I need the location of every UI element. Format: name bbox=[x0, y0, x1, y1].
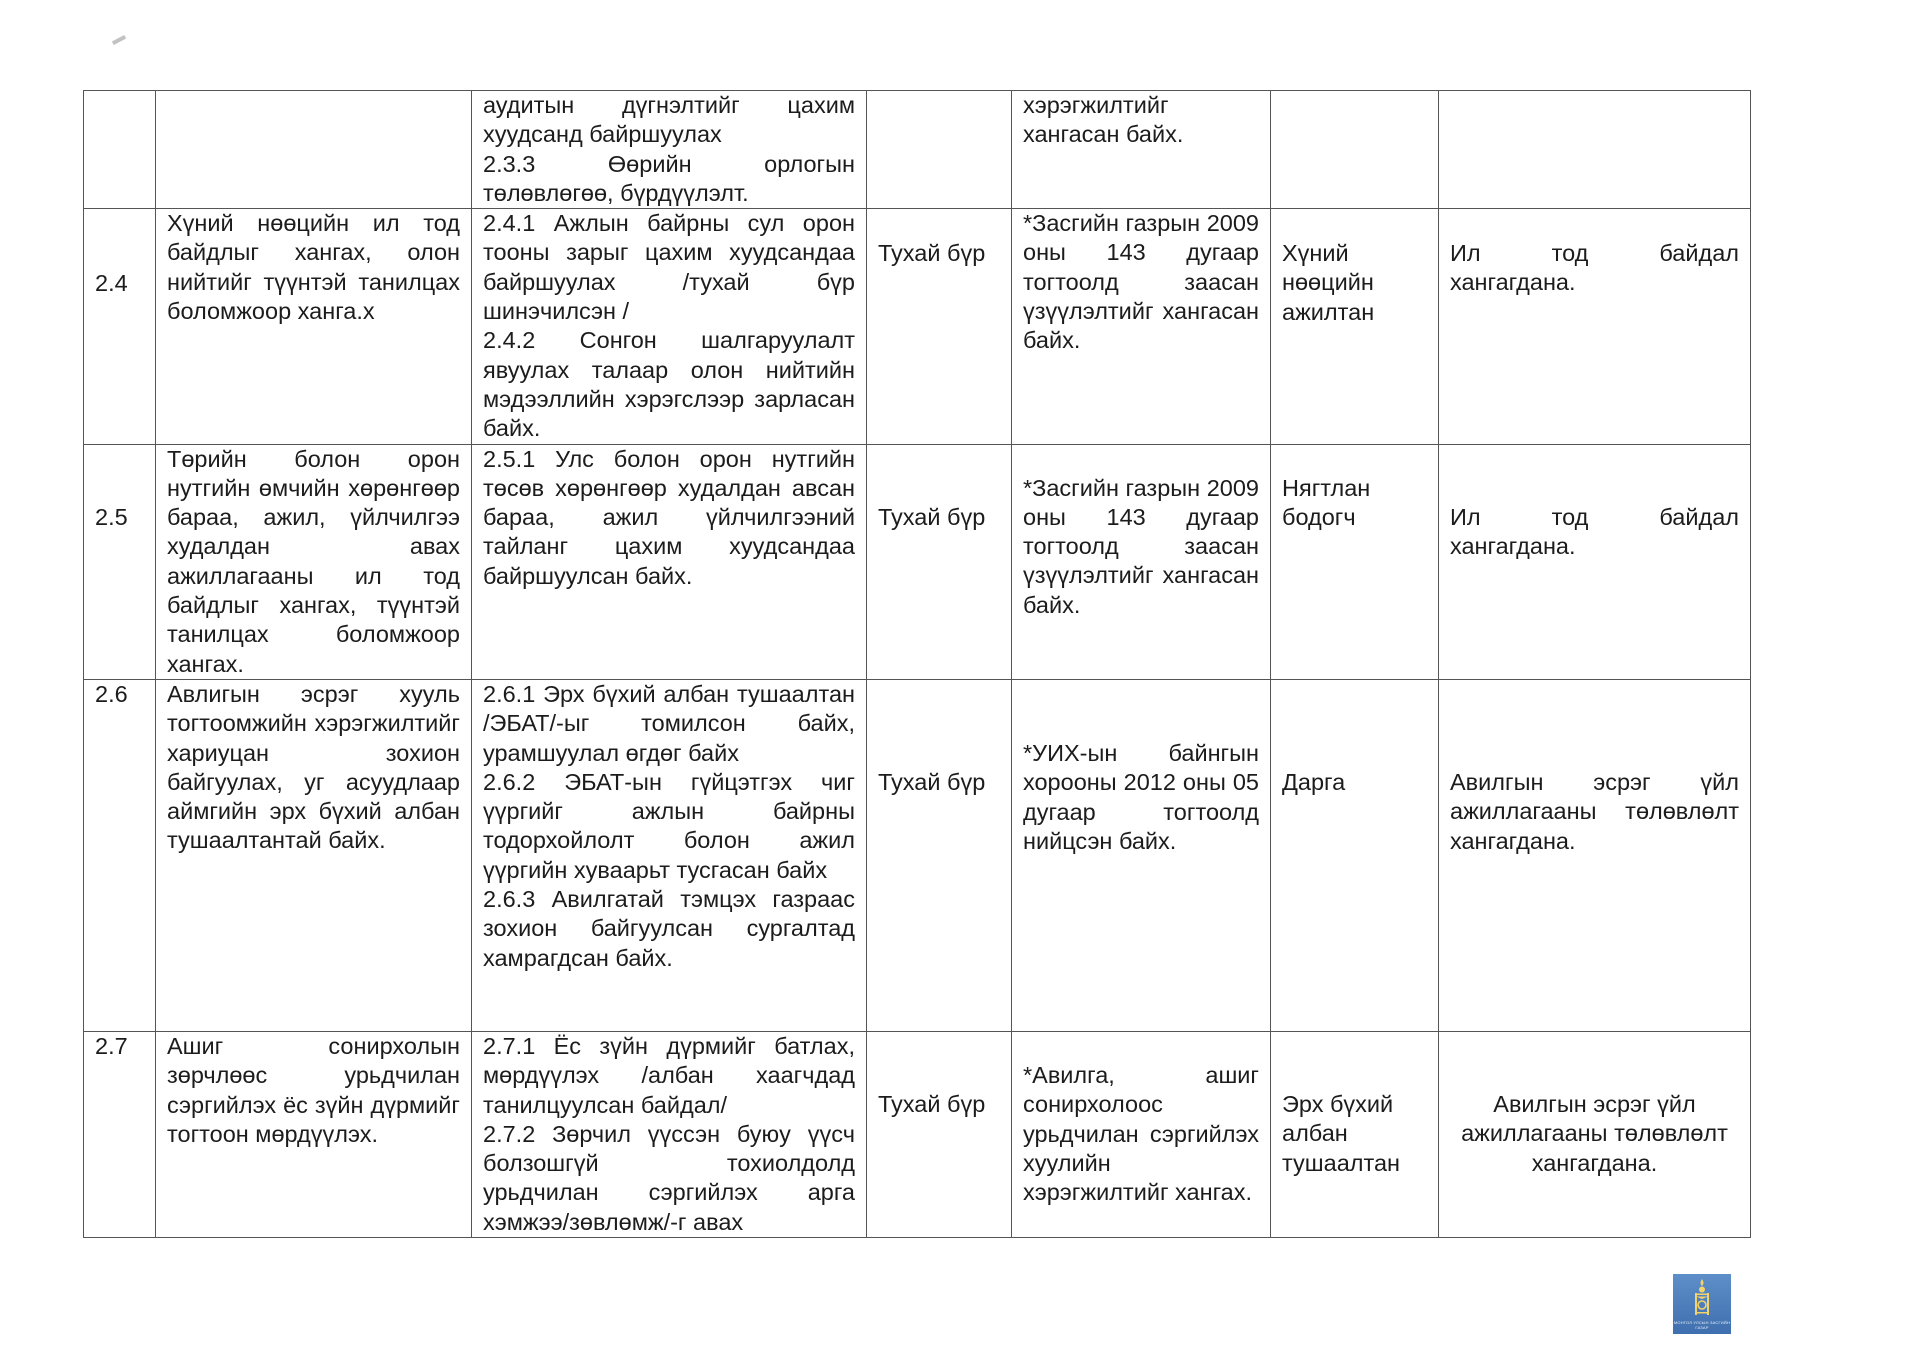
criteria-cell: *УИХ-ын байнгын хорооны 2012 оны 05 дугаар тогтоолд нийцсэн байх. bbox=[1012, 679, 1271, 1031]
responsible-cell: Эрх бүхий албан тушаалтан bbox=[1271, 1031, 1439, 1237]
criteria-cell: хэрэгжилтийг хангасан байх. bbox=[1012, 91, 1271, 209]
responsible-cell bbox=[1271, 91, 1439, 209]
emblem-caption: МОНГОЛ УЛСЫН ЗАСГИЙН ГАЗАР bbox=[1673, 1320, 1731, 1330]
action-item: 2.5.1 Улс болон орон нутгийн төсөв хөрөнгөөр худалдан авсан бараа, ажил үйлчилгээний тайланг цахим хуудсандаа байршуулсан байх. bbox=[483, 445, 855, 589]
table-row bbox=[84, 679, 1751, 1031]
table-row bbox=[84, 209, 1751, 444]
row-number-cell: 2.4 bbox=[84, 209, 156, 444]
soyombo-emblem-icon bbox=[1691, 1278, 1713, 1318]
criteria-cell: *Авилга, ашиг сонирхолоос урьдчилан сэргийлэх хуулийн хэрэгжилтийг хангах. bbox=[1012, 1031, 1271, 1237]
funding-cell bbox=[867, 91, 1012, 209]
funding-cell: Тухай бүр bbox=[867, 209, 1012, 444]
action-item: 2.6.1 Эрх бүхий албан тушаалтан /ЭБАТ/-ыг томилсон байх, урамшуулал өгдөг байх bbox=[483, 680, 855, 766]
funding-cell: Тухай бүр bbox=[867, 1031, 1012, 1237]
goal-cell bbox=[156, 91, 472, 209]
goal-cell: Төрийн болон орон нутгийн өмчийн хөрөнгөөр бараа, ажил, үйлчилгээ худалдан авах ажиллагааны ил тод байдлыг хангах, түүнтэй танилцах боломжоор хангах. bbox=[156, 444, 472, 679]
goal-cell: Ашиг сонирхолын зөрчлөөс урьдчилан сэргийлэх ёс зүйн дүрмийг тогтоон мөрдүүлэх. bbox=[156, 1031, 472, 1237]
responsible-cell: Нягтлан бодогч bbox=[1271, 444, 1439, 679]
row-number-cell bbox=[84, 91, 156, 209]
government-emblem bbox=[1673, 1274, 1731, 1334]
actions-cell bbox=[472, 679, 867, 1031]
action-item: 2.4.2 Сонгон шалгаруулалт явуулах талаар олон нийтийн мэдээллийн хэрэгслээр зарласан байх. bbox=[483, 327, 855, 442]
criteria-cell: *Засгийн газрын 2009 оны 143 дугаар тогтоолд заасан үзүүлэлтийг хангасан байх. bbox=[1012, 444, 1271, 679]
table-row bbox=[84, 1031, 1751, 1237]
action-item: 2.7.1 Ёс зүйн дүрмийг батлах, мөрдүүлэх /албан хаагчдад танилцуулсан байдал/ bbox=[483, 1032, 855, 1118]
action-plan-table bbox=[83, 90, 1751, 1238]
row-number-cell: 2.6 bbox=[84, 679, 156, 1031]
row-number-cell: 2.7 bbox=[84, 1031, 156, 1237]
responsible-cell: Хүний нөөцийн ажилтан bbox=[1271, 209, 1439, 444]
action-item: 2.6.2 ЭБАТ-ын гүйцэтгэх чиг үүргийг ажлын байрны тодорхойлолт болон ажил үүргийн хуваарьт тусгасан байх bbox=[483, 768, 855, 883]
goal-cell: Хүний нөөцийн ил тод байдлыг хангах, олон нийтийг түүнтэй танилцах боломжоор ханга.х bbox=[156, 209, 472, 444]
outcome-cell: Ил тод байдал хангагдана. bbox=[1439, 209, 1751, 444]
criteria-cell: *Засгийн газрын 2009 оны 143 дугаар тогтоолд заасан үзүүлэлтийг хангасан байх. bbox=[1012, 209, 1271, 444]
outcome-cell: Авилгын эсрэг үйл ажиллагааны төлөвлөлт хангагдана. bbox=[1439, 679, 1751, 1031]
actions-cell bbox=[472, 1031, 867, 1237]
action-item: аудитын дүгнэлтийг цахим хуудсанд байршуулах bbox=[483, 92, 855, 148]
responsible-cell: Дарга bbox=[1271, 679, 1439, 1031]
funding-cell: Тухай бүр bbox=[867, 679, 1012, 1031]
row-number-cell: 2.5 bbox=[84, 444, 156, 679]
table-row bbox=[84, 91, 1751, 209]
actions-cell bbox=[472, 209, 867, 444]
actions-cell bbox=[472, 444, 867, 679]
action-item: 2.6.3 Авилгатай тэмцэх газраас зохион байгуулсан сургалтад хамрагдсан байх. bbox=[483, 886, 855, 971]
outcome-cell: Ил тод байдал хангагдана. bbox=[1439, 444, 1751, 679]
action-item: 2.7.2 Зөрчил үүссэн буюу үүсч болзошгүй тохиолдолд урьдчилан сэргийлэх арга хэмжээ/зөвлөмж/-г авах bbox=[483, 1120, 855, 1235]
action-item: 2.4.1 Ажлын байрны сул орон тооны зарыг цахим хуудсандаа байршуулах /тухай бүр шинэчилсэн / bbox=[483, 210, 855, 325]
table-row bbox=[84, 444, 1751, 679]
goal-cell: Авлигын эсрэг хууль тогтоомжийн хэрэгжилтийг хариуцан зохион байгуулах, уг асуудлаар аймгийн эрх бүхий албан тушаалтантай байх. bbox=[156, 679, 472, 1031]
action-item: 2.3.3 Өөрийн орлогын төлөвлөгөө, бүрдүүлэлт. bbox=[483, 150, 855, 206]
outcome-cell bbox=[1439, 91, 1751, 209]
outcome-cell: Авилгын эсрэг үйл ажиллагааны төлөвлөлт хангагдана. bbox=[1439, 1031, 1751, 1237]
scan-mark bbox=[112, 35, 126, 45]
actions-cell bbox=[472, 91, 867, 209]
funding-cell: Тухай бүр bbox=[867, 444, 1012, 679]
